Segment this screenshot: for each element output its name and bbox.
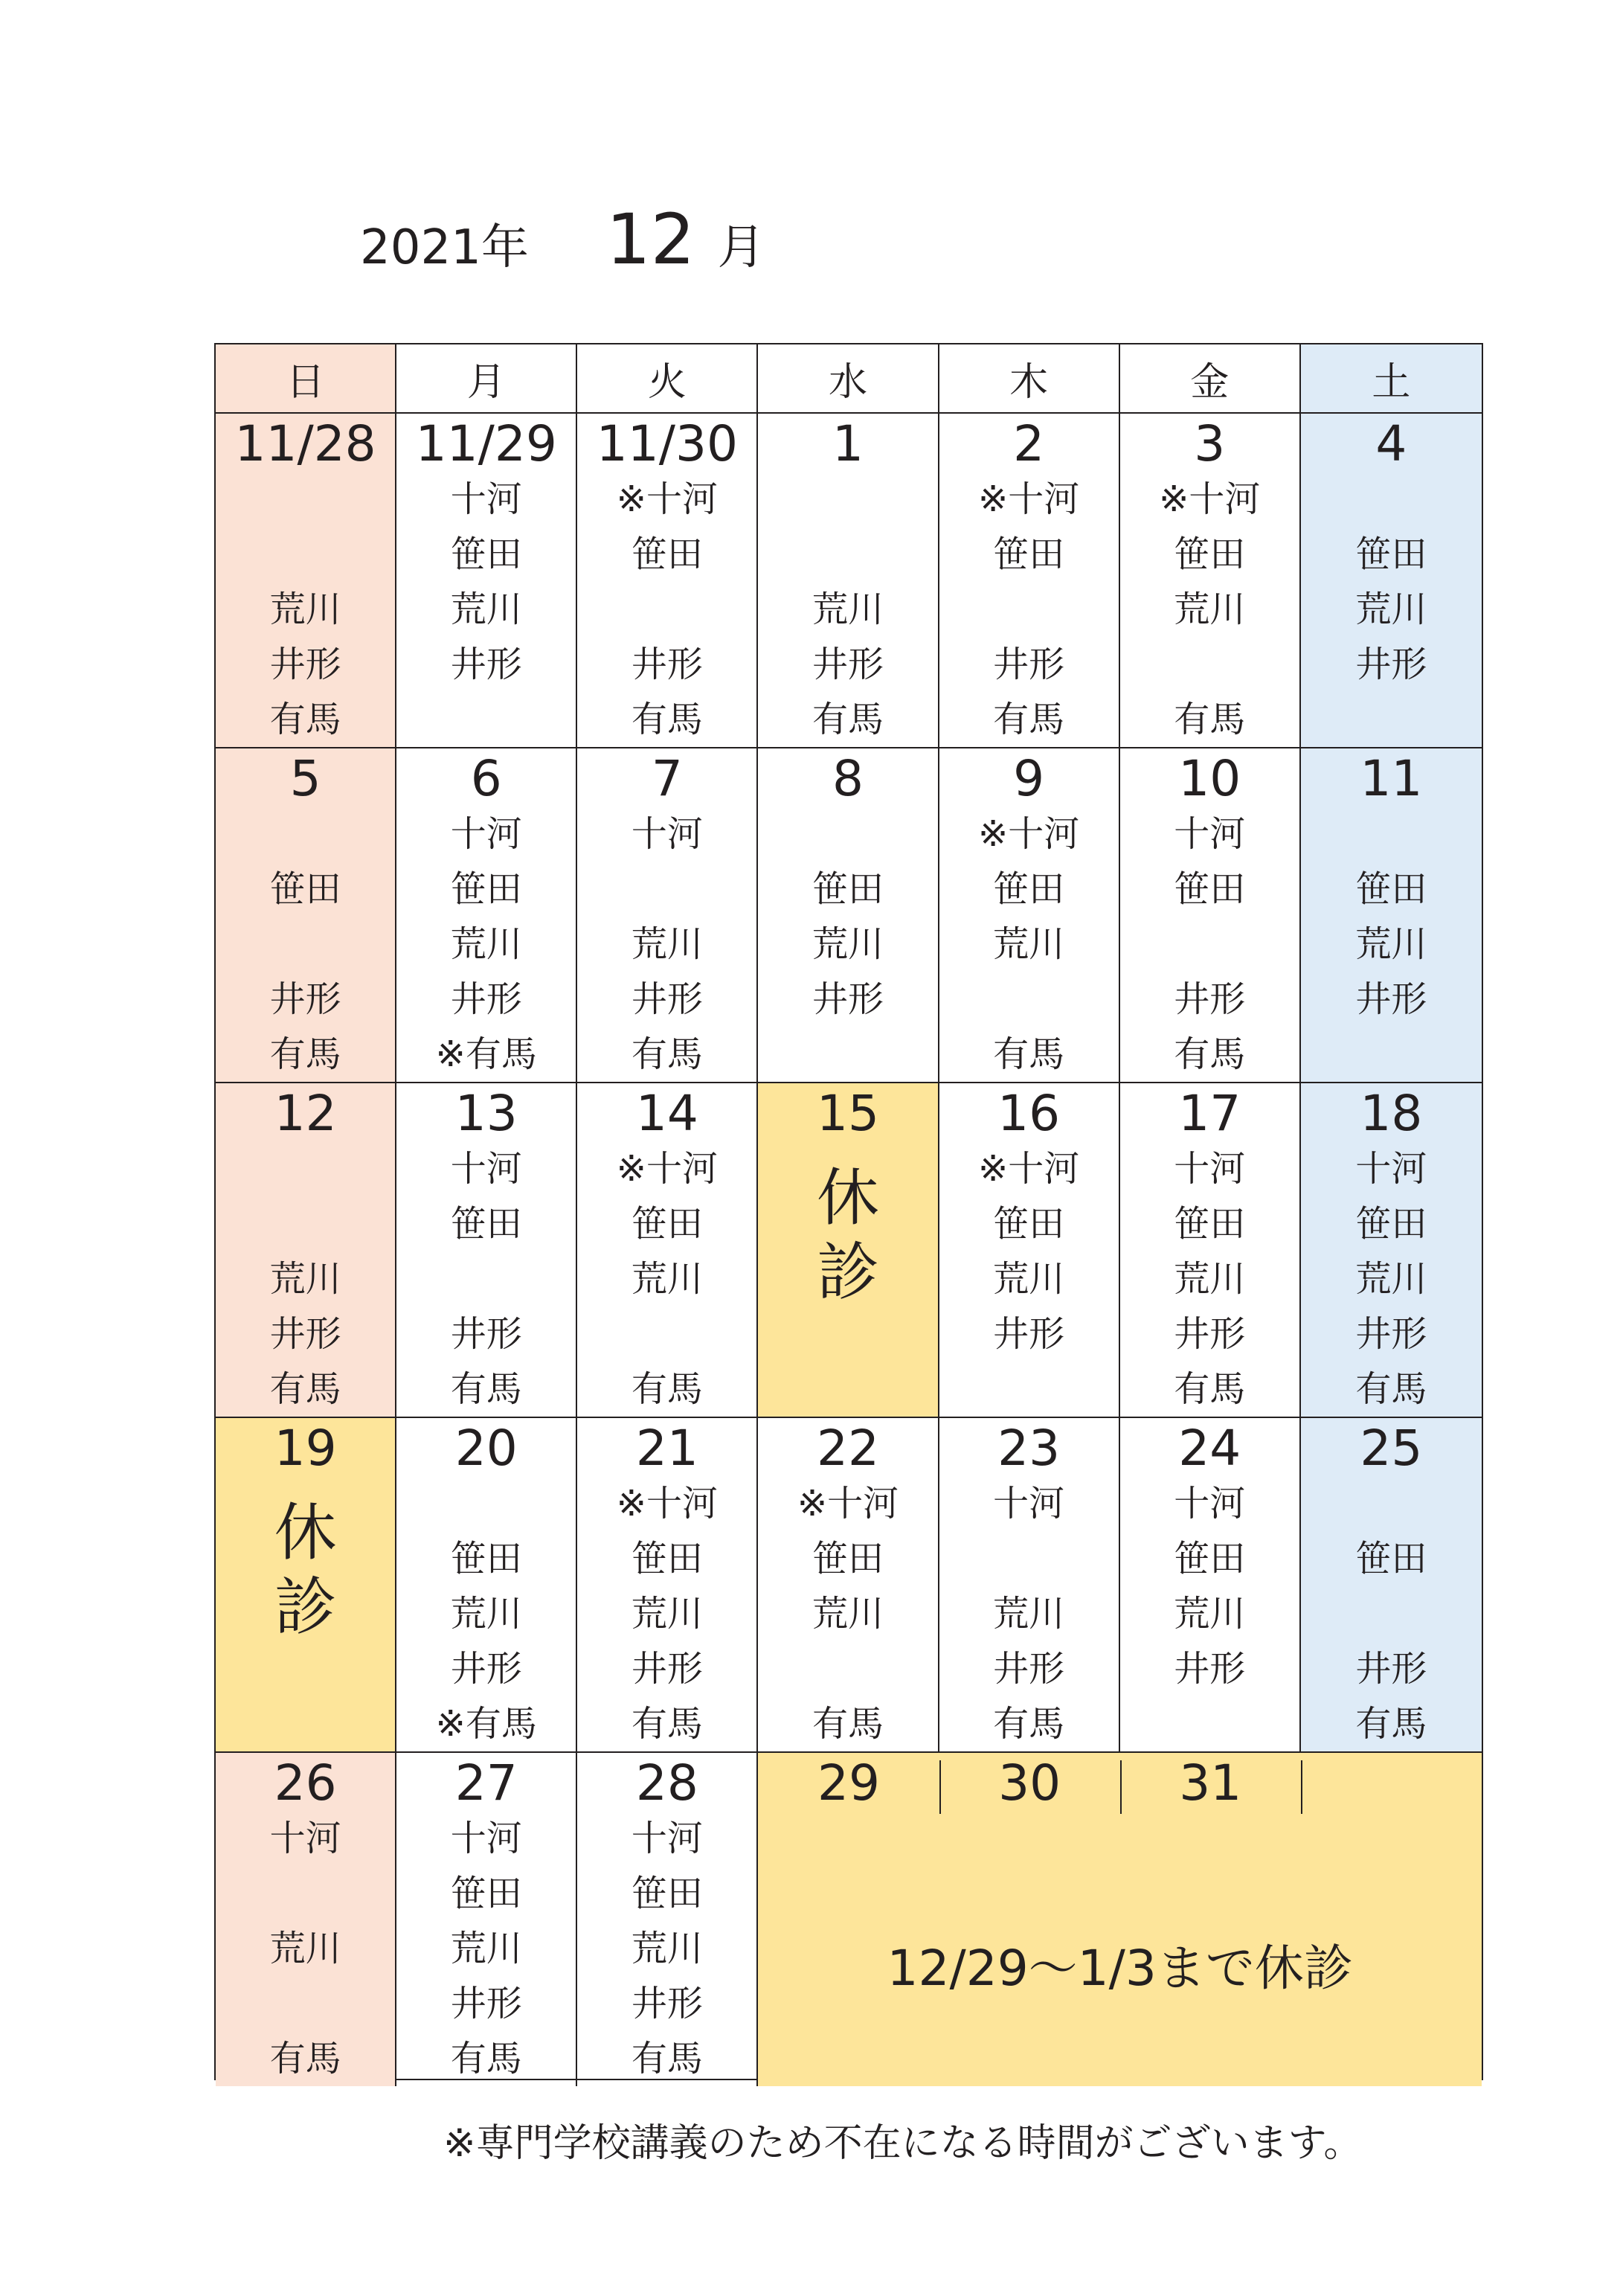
doctor-name: 十河 [631,1818,703,1859]
doctor-name: 笹田 [993,533,1065,575]
doctor-name: 井形 [269,1313,341,1355]
doctor-name: 十河 [993,1483,1065,1524]
doctor-name: 井形 [1355,1313,1427,1355]
title-month: 12 [605,199,695,280]
doctor-name: 笹田 [993,868,1065,910]
day-cell [939,748,1120,1083]
doctor-name: 井形 [450,978,522,1020]
year-end-holiday-message: 12/29〜1/3まで休診 [887,1940,1353,1997]
doctor-name: 十河 [450,478,522,520]
doctor-name: 荒川 [1355,589,1427,630]
doctor-name: 井形 [1174,1648,1246,1690]
weekday-header: 水 [758,344,939,414]
doctor-name: 十河 [1174,1148,1246,1190]
day-cell [1120,414,1301,748]
day-number: 16 [997,1085,1061,1142]
day-cell [216,748,396,1083]
day-number: 27 [454,1754,518,1812]
doctor-name: 笹田 [631,1203,703,1245]
doctor-name: 十河 [450,1818,522,1859]
doctor-name: 有馬 [269,1368,341,1410]
doctor-name: ※十河 [797,1483,899,1524]
doctor-name: 笹田 [1355,1203,1427,1245]
day-number: 11/29 [415,415,557,472]
doctor-name: 荒川 [450,1593,522,1635]
day-number: 11/28 [234,415,376,472]
doctor-name: ※十河 [616,1148,718,1190]
doctor-name: 有馬 [1174,1368,1246,1410]
doctor-name: 有馬 [1174,1033,1246,1075]
doctor-name: 荒川 [1174,589,1246,630]
date-divider [1301,1760,1302,1814]
doctor-name: 十河 [450,1148,522,1190]
doctor-name: 笹田 [1174,533,1246,575]
doctor-name: 笹田 [1355,533,1427,575]
doctor-name: 荒川 [993,1258,1065,1300]
doctor-name: 荒川 [450,1928,522,1969]
doctor-name: 井形 [1174,1313,1246,1355]
doctor-name: 荒川 [269,1928,341,1969]
doctor-name: 荒川 [450,923,522,965]
doctor-name: 井形 [631,978,703,1020]
doctor-name: 十河 [269,1818,341,1859]
day-number: 24 [1178,1420,1241,1477]
day-cell [1120,1418,1301,1753]
doctor-name: 荒川 [812,589,884,630]
day-cell [1120,748,1301,1083]
doctor-name: 笹田 [631,1873,703,1914]
day-number: 26 [274,1754,337,1812]
doctor-name: 荒川 [631,1928,703,1969]
day-number: 22 [817,1420,879,1477]
doctor-name: 井形 [1355,978,1427,1020]
day-cell [577,748,758,1083]
doctor-name: 井形 [812,644,884,685]
doctor-name: ※十河 [978,1148,1080,1190]
doctor-name: 十河 [450,813,522,855]
doctor-name: 井形 [1174,978,1246,1020]
day-number: 10 [1178,750,1241,807]
calendar-title [360,199,765,281]
doctor-name: 荒川 [1355,923,1427,965]
day-cell [577,1418,758,1753]
doctor-name: 井形 [631,1983,703,2024]
day-cell [577,1753,758,2086]
doctor-name: ※十河 [616,1483,718,1524]
day-cell [396,1418,577,1753]
day-cell [758,1418,939,1753]
day-number: 14 [635,1085,698,1142]
weekday-header: 土 [1301,344,1482,414]
doctor-name: 荒川 [631,1593,703,1635]
doctor-name: 有馬 [450,2038,522,2079]
doctor-name: 井形 [993,644,1065,685]
day-cell [1301,414,1482,748]
doctor-name: 荒川 [1355,1258,1427,1300]
doctor-name: 有馬 [631,1368,703,1410]
doctor-name: 井形 [269,978,341,1020]
doctor-name: 十河 [1355,1148,1427,1190]
day-number: 6 [470,750,502,807]
doctor-name: 笹田 [450,1203,522,1245]
doctor-name: 有馬 [993,1703,1065,1745]
doctor-name: 荒川 [993,923,1065,965]
day-number: 4 [1375,415,1407,472]
doctor-name: 笹田 [269,868,341,910]
day-cell [1301,748,1482,1083]
doctor-name: 有馬 [631,1033,703,1075]
day-cell [758,1083,939,1418]
doctor-name: 荒川 [812,1593,884,1635]
weekday-header: 木 [939,344,1120,414]
day-cell [396,748,577,1083]
day-number: 13 [454,1085,518,1142]
day-number: 23 [997,1420,1061,1477]
doctor-name: 荒川 [450,589,522,630]
doctor-name: 井形 [269,644,341,685]
day-cell [216,1753,396,2086]
doctor-name: 井形 [631,644,703,685]
doctor-name: 十河 [1174,1483,1246,1524]
doctor-name: 有馬 [812,699,884,740]
doctor-name: 荒川 [1174,1258,1246,1300]
doctor-name: 笹田 [450,868,522,910]
doctor-name: 荒川 [631,1258,703,1300]
doctor-name: 笹田 [812,1538,884,1580]
doctor-name: 井形 [993,1313,1065,1355]
doctor-name: 有馬 [269,699,341,740]
day-number: 28 [635,1754,698,1812]
doctor-name: 井形 [631,1648,703,1690]
year-end-holiday-block [758,1753,1482,2086]
day-cell [939,1083,1120,1418]
weekday-header: 月 [396,344,577,414]
doctor-name: 笹田 [812,868,884,910]
footnote: ※専門学校講義のため不在になる時間がございます。 [443,2121,1363,2166]
schedule-calendar [214,343,1483,2080]
doctor-name: 井形 [450,644,522,685]
day-number: 5 [289,750,321,807]
day-number: 11/30 [596,415,738,472]
doctor-name: 荒川 [1174,1593,1246,1635]
doctor-name: 有馬 [631,699,703,740]
day-cell [758,414,939,748]
doctor-name: 笹田 [1355,868,1427,910]
doctor-name: 笹田 [631,1538,703,1580]
weekday-header: 火 [577,344,758,414]
day-cell [758,748,939,1083]
doctor-name: ※十河 [1159,478,1261,520]
weekday-header: 金 [1120,344,1301,414]
day-number: 2 [1013,415,1045,472]
doctor-name: ※有馬 [435,1033,537,1075]
day-number: 8 [832,750,864,807]
day-number: 7 [651,750,683,807]
doctor-name: 井形 [812,978,884,1020]
year-end-date: 29 [817,1754,880,1812]
day-cell [396,414,577,748]
day-cell [939,1418,1120,1753]
day-number: 17 [1178,1085,1241,1142]
doctor-name: 井形 [1355,644,1427,685]
doctor-name: 笹田 [450,533,522,575]
doctor-name: 有馬 [631,1703,703,1745]
doctor-name: 有馬 [1355,1368,1427,1410]
title-year: 2021年 [360,220,529,275]
doctor-name: 井形 [450,1313,522,1355]
day-number: 3 [1194,415,1226,472]
doctor-name: 笹田 [1174,868,1246,910]
doctor-name: 荒川 [631,923,703,965]
day-cell [216,1083,396,1418]
day-number: 18 [1360,1085,1423,1142]
doctor-name: ※十河 [616,478,718,520]
doctor-name: 笹田 [1174,1538,1246,1580]
closed-label: 休 診 [816,1161,879,1309]
doctor-name: 有馬 [993,699,1065,740]
day-cell [396,1083,577,1418]
doctor-name: 笹田 [450,1538,522,1580]
doctor-name: 荒川 [269,1258,341,1300]
year-end-date: 31 [1179,1754,1242,1812]
doctor-name: 有馬 [269,2038,341,2079]
day-cell [1301,1083,1482,1418]
doctor-name: 十河 [1174,813,1246,855]
day-number: 19 [274,1420,337,1477]
doctor-name: 荒川 [269,589,341,630]
day-cell [939,414,1120,748]
doctor-name: ※有馬 [435,1703,537,1745]
day-cell [577,414,758,748]
doctor-name: 有馬 [269,1033,341,1075]
year-end-date: 30 [998,1754,1061,1812]
day-number: 1 [832,415,864,472]
doctor-name: 笹田 [1174,1203,1246,1245]
doctor-name: 有馬 [993,1033,1065,1075]
day-cell [216,414,396,748]
day-number: 25 [1360,1420,1423,1477]
doctor-name: 井形 [450,1983,522,2024]
doctor-name: 有馬 [1355,1703,1427,1745]
day-cell [577,1083,758,1418]
doctor-name: 有馬 [812,1703,884,1745]
day-number: 12 [274,1085,337,1142]
day-number: 9 [1013,750,1045,807]
doctor-name: 有馬 [1174,699,1246,740]
doctor-name: 笹田 [450,1873,522,1914]
doctor-name: 井形 [993,1648,1065,1690]
closed-label: 休 診 [274,1496,337,1644]
doctor-name: ※十河 [978,478,1080,520]
doctor-name: 十河 [631,813,703,855]
doctor-name: ※十河 [978,813,1080,855]
weekday-header: 日 [216,344,396,414]
day-number: 15 [817,1085,879,1142]
doctor-name: 有馬 [631,2038,703,2079]
doctor-name: 井形 [450,1648,522,1690]
day-cell [216,1418,396,1753]
day-cell [1301,1418,1482,1753]
doctor-name: 荒川 [812,923,884,965]
doctor-name: 有馬 [450,1368,522,1410]
doctor-name: 笹田 [1355,1538,1427,1580]
day-number: 21 [635,1420,698,1477]
doctor-name: 笹田 [631,533,703,575]
doctor-name: 井形 [1355,1648,1427,1690]
day-number: 20 [454,1420,518,1477]
doctor-name: 笹田 [993,1203,1065,1245]
doctor-name: 荒川 [993,1593,1065,1635]
day-number: 11 [1360,750,1423,807]
day-cell [396,1753,577,2086]
day-cell [1120,1083,1301,1418]
title-month-label: 月 [717,220,765,275]
